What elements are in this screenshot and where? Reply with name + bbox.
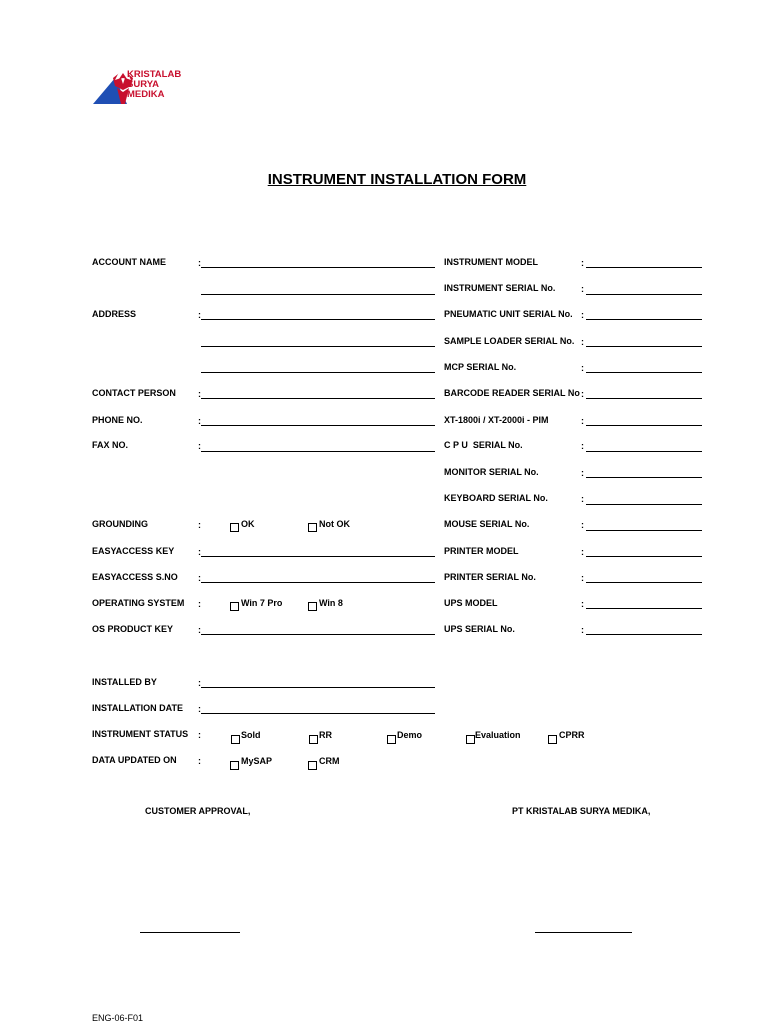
updated-mysap-checkbox[interactable] xyxy=(230,761,239,770)
company-logo xyxy=(93,66,203,106)
colon: : xyxy=(198,310,201,320)
cpu-serial-field[interactable] xyxy=(586,451,702,452)
keyboard-serial-field[interactable] xyxy=(586,504,702,505)
colon: : xyxy=(198,704,201,714)
os-win8-label: Win 8 xyxy=(319,598,343,608)
colon: : xyxy=(581,310,584,320)
ups-serial-field[interactable] xyxy=(586,634,702,635)
pneumatic-serial-label: PNEUMATIC UNIT SERIAL No. xyxy=(444,309,573,319)
monitor-serial-label: MONITOR SERIAL No. xyxy=(444,467,539,477)
installation-date-label: INSTALLATION DATE xyxy=(92,703,183,713)
customer-approval-label: CUSTOMER APPROVAL, xyxy=(145,806,251,816)
instrument-model-label: INSTRUMENT MODEL xyxy=(444,257,538,267)
account-name-field[interactable] xyxy=(201,267,435,268)
mcp-serial-label: MCP SERIAL No. xyxy=(444,362,517,372)
colon: : xyxy=(581,494,584,504)
easyaccess-sno-label: EASYACCESS S.NO xyxy=(92,572,178,582)
instrument-model-field[interactable] xyxy=(586,267,702,268)
status-demo-checkbox[interactable] xyxy=(387,735,396,744)
address-field-3[interactable] xyxy=(201,372,435,373)
ups-model-label: UPS MODEL xyxy=(444,598,498,608)
address-field-2[interactable] xyxy=(201,346,435,347)
printer-serial-field[interactable] xyxy=(586,582,702,583)
os-win7-checkbox[interactable] xyxy=(230,602,239,611)
colon: : xyxy=(198,520,201,530)
logo-text-3: MEDIKA xyxy=(127,89,165,100)
updated-crm-checkbox[interactable] xyxy=(308,761,317,770)
xt-pim-label: XT-1800i / XT-2000i - PIM xyxy=(444,415,549,425)
printer-serial-label: PRINTER SERIAL No. xyxy=(444,572,536,582)
status-rr-checkbox[interactable] xyxy=(309,735,318,744)
colon: : xyxy=(198,573,201,583)
xt-pim-field[interactable] xyxy=(586,425,702,426)
phone-field[interactable] xyxy=(201,425,435,426)
installed-by-field[interactable] xyxy=(201,687,435,688)
pneumatic-serial-field[interactable] xyxy=(586,319,702,320)
printer-model-field[interactable] xyxy=(586,556,702,557)
os-product-key-field[interactable] xyxy=(201,634,435,635)
installed-by-label: INSTALLED BY xyxy=(92,677,157,687)
keyboard-serial-label: KEYBOARD SERIAL No. xyxy=(444,493,548,503)
contact-person-label: CONTACT PERSON xyxy=(92,388,176,398)
updated-crm-label: CRM xyxy=(319,756,340,766)
updated-mysap-label: MySAP xyxy=(241,756,273,766)
sample-loader-serial-label: SAMPLE LOADER SERIAL No. xyxy=(444,336,575,346)
fax-field[interactable] xyxy=(201,451,435,452)
colon: : xyxy=(198,599,201,609)
status-cprr-checkbox[interactable] xyxy=(548,735,557,744)
barcode-serial-field[interactable] xyxy=(586,398,702,399)
customer-signature-line[interactable] xyxy=(140,932,240,933)
data-updated-on-label: DATA UPDATED ON xyxy=(92,755,177,765)
ups-serial-label: UPS SERIAL No. xyxy=(444,624,515,634)
mouse-serial-label: MOUSE SERIAL No. xyxy=(444,519,530,529)
colon: : xyxy=(198,416,201,426)
address-label: ADDRESS xyxy=(92,309,137,319)
colon: : xyxy=(581,547,584,557)
sample-loader-serial-field[interactable] xyxy=(586,346,702,347)
status-cprr-label: CPRR xyxy=(559,730,585,740)
installation-date-field[interactable] xyxy=(201,713,435,714)
colon: : xyxy=(581,599,584,609)
logo-text-1: KRISTALAB xyxy=(127,69,182,80)
instrument-serial-field[interactable] xyxy=(586,294,702,295)
ups-model-field[interactable] xyxy=(586,608,702,609)
os-win7-label: Win 7 Pro xyxy=(241,598,283,608)
colon: : xyxy=(198,625,201,635)
colon: : xyxy=(581,441,584,451)
colon: : xyxy=(198,547,201,557)
cpu-serial-label: C P U SERIAL No. xyxy=(444,440,523,450)
colon: : xyxy=(198,678,201,688)
instrument-status-label: INSTRUMENT STATUS xyxy=(92,729,189,739)
fax-label: FAX NO. xyxy=(92,440,129,450)
barcode-serial-label: BARCODE READER SERIAL No xyxy=(444,388,580,398)
account-name-field-2[interactable] xyxy=(201,294,435,295)
grounding-ok-checkbox[interactable] xyxy=(230,523,239,532)
status-sold-label: Sold xyxy=(241,730,261,740)
os-product-key-label: OS PRODUCT KEY xyxy=(92,624,174,634)
operating-system-label: OPERATING SYSTEM xyxy=(92,598,185,608)
colon: : xyxy=(581,625,584,635)
colon: : xyxy=(581,363,584,373)
logo-text-2: SURYA xyxy=(127,79,160,90)
status-demo-label: Demo xyxy=(397,730,423,740)
account-name-label: ACCOUNT NAME xyxy=(92,257,166,267)
grounding-label: GROUNDING xyxy=(92,519,148,529)
instrument-serial-label: INSTRUMENT SERIAL No. xyxy=(444,283,556,293)
status-evaluation-checkbox[interactable] xyxy=(466,735,475,744)
colon: : xyxy=(581,416,584,426)
colon: : xyxy=(198,389,201,399)
status-evaluation-label: Evaluation xyxy=(475,730,521,740)
colon: : xyxy=(198,730,201,740)
contact-person-field[interactable] xyxy=(201,398,435,399)
grounding-not-ok-label: Not OK xyxy=(319,519,350,529)
colon: : xyxy=(581,284,584,294)
colon: : xyxy=(581,258,584,268)
mcp-serial-field[interactable] xyxy=(586,372,702,373)
monitor-serial-field[interactable] xyxy=(586,477,702,478)
printer-model-label: PRINTER MODEL xyxy=(444,546,519,556)
easyaccess-key-field[interactable] xyxy=(201,556,435,557)
status-rr-label: RR xyxy=(319,730,332,740)
grounding-not-ok-checkbox[interactable] xyxy=(308,523,317,532)
colon: : xyxy=(198,441,201,451)
colon: : xyxy=(198,258,201,268)
colon: : xyxy=(581,337,584,347)
page-title: INSTRUMENT INSTALLATION FORM xyxy=(267,171,527,188)
mouse-serial-field[interactable] xyxy=(586,530,702,531)
easyaccess-key-label: EASYACCESS KEY xyxy=(92,546,175,556)
colon: : xyxy=(581,520,584,530)
address-field[interactable] xyxy=(201,319,435,320)
form-code: ENG-06-F01 xyxy=(92,1013,144,1023)
company-signature-line[interactable] xyxy=(535,932,632,933)
phone-label: PHONE NO. xyxy=(92,415,143,425)
os-win8-checkbox[interactable] xyxy=(308,602,317,611)
grounding-ok-label: OK xyxy=(241,519,255,529)
easyaccess-sno-field[interactable] xyxy=(201,582,435,583)
colon: : xyxy=(581,573,584,583)
colon: : xyxy=(581,468,584,478)
colon: : xyxy=(581,389,584,399)
status-sold-checkbox[interactable] xyxy=(231,735,240,744)
company-approval-label: PT KRISTALAB SURYA MEDIKA, xyxy=(512,806,651,816)
colon: : xyxy=(198,756,201,766)
